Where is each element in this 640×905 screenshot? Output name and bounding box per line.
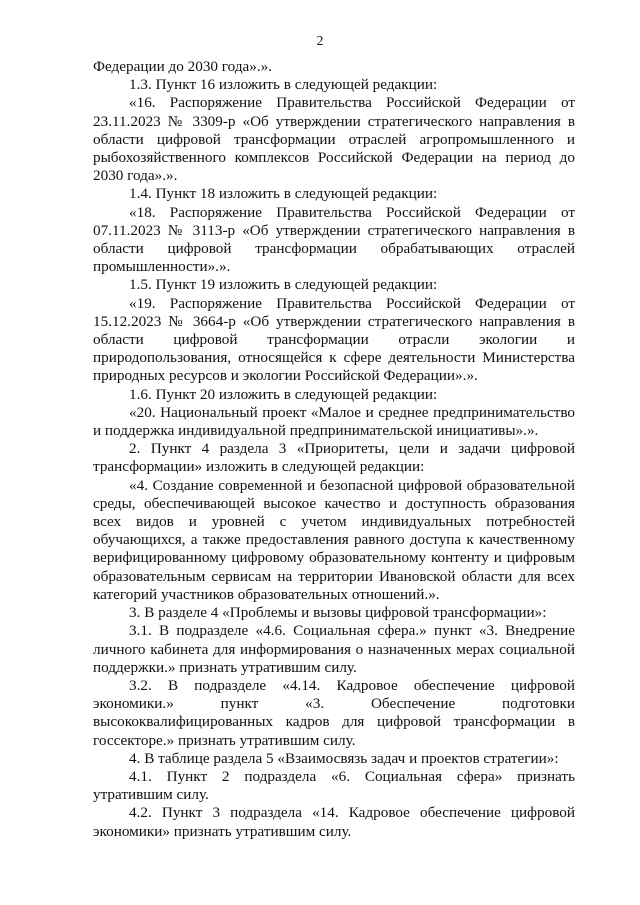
paragraph: 4.1. Пункт 2 подраздела «6. Социальная сфера» признать утратившим силу. (93, 767, 575, 804)
paragraph: «16. Распоряжение Правительства Российской Федерации от 23.11.2023 № 3309-р «Об утверждении стратегического направления в области цифровой трансформации отраслей агропромышленного и рыбохозяйственного комплексов Российской Федерации на период до 2030 года».». (93, 94, 575, 185)
paragraph: Федерации до 2030 года».». (93, 58, 273, 75)
paragraph: «18. Распоряжение Правительства Российской Федерации от 07.11.2023 № 3113-р «Об утверждении стратегического направления в области цифровой трансформации обрабатывающих отраслей промышленности».». (93, 203, 575, 276)
paragraph: 3. В разделе 4 «Проблемы и вызовы цифровой трансформации»: (129, 604, 547, 622)
paragraph: 1.6. Пункт 20 изложить в следующей редакции: (129, 385, 438, 403)
paragraph: 4.2. Пункт 3 подраздела «14. Кадровое обеспечение цифровой экономики» признать утратившим силу. (93, 804, 575, 840)
paragraph: «19. Распоряжение Правительства Российской Федерации от 15.12.2023 № 3664-р «Об утверждении стратегического направления в области цифровой трансформации отрасли экологии и природопользования, относящейся к сфере деятельности Министерства природных ресурсов и экологии Российской Федерации».». (93, 294, 575, 385)
page-number: 2 (316, 33, 324, 48)
paragraph: 1.5. Пункт 19 изложить в следующей редакции: (129, 276, 438, 294)
paragraph: «20. Национальный проект «Малое и среднее предпринимательство и поддержка индивидуальной предпринимательской инициативы».». (93, 403, 575, 440)
paragraph: 3.2. В подразделе «4.14. Кадровое обеспечение цифровой экономики.» пункт «3. Обеспечение подготовки высококвалифицированных кадров для цифровой трансформации в госсекторе.» признать утратившим силу. (93, 676, 575, 749)
paragraph: 3.1. В подразделе «4.6. Социальная сфера.» пункт «3. Внедрение личного кабинета для информирования о назначенных мерах социальной поддержки.» признать утратившим силу. (93, 622, 575, 676)
paragraph: «4. Создание современной и безопасной цифровой образовательной среды, обеспечивающей высокое качество и доступность образования всех видов и уровней с учетом индивидуальных потребностей обучающихся, а также предоставления равного доступа к качественному верифицированному цифровому образовательному контенту и цифровым образовательным сервисам на территории Ивановской области для всех категорий участников образовательных отношений.». (93, 476, 575, 603)
paragraph: 1.3. Пункт 16 изложить в следующей редакции: (129, 76, 438, 94)
paragraph: 4. В таблице раздела 5 «Взаимосвязь задач и проектов стратегии»: (129, 749, 559, 767)
document-body (93, 58, 575, 841)
paragraph: 1.4. Пункт 18 изложить в следующей редакции: (129, 185, 438, 203)
paragraph: 2. Пункт 4 раздела 3 «Приоритеты, цели и задачи цифровой трансформации» изложить в следующей редакции: (93, 440, 575, 476)
